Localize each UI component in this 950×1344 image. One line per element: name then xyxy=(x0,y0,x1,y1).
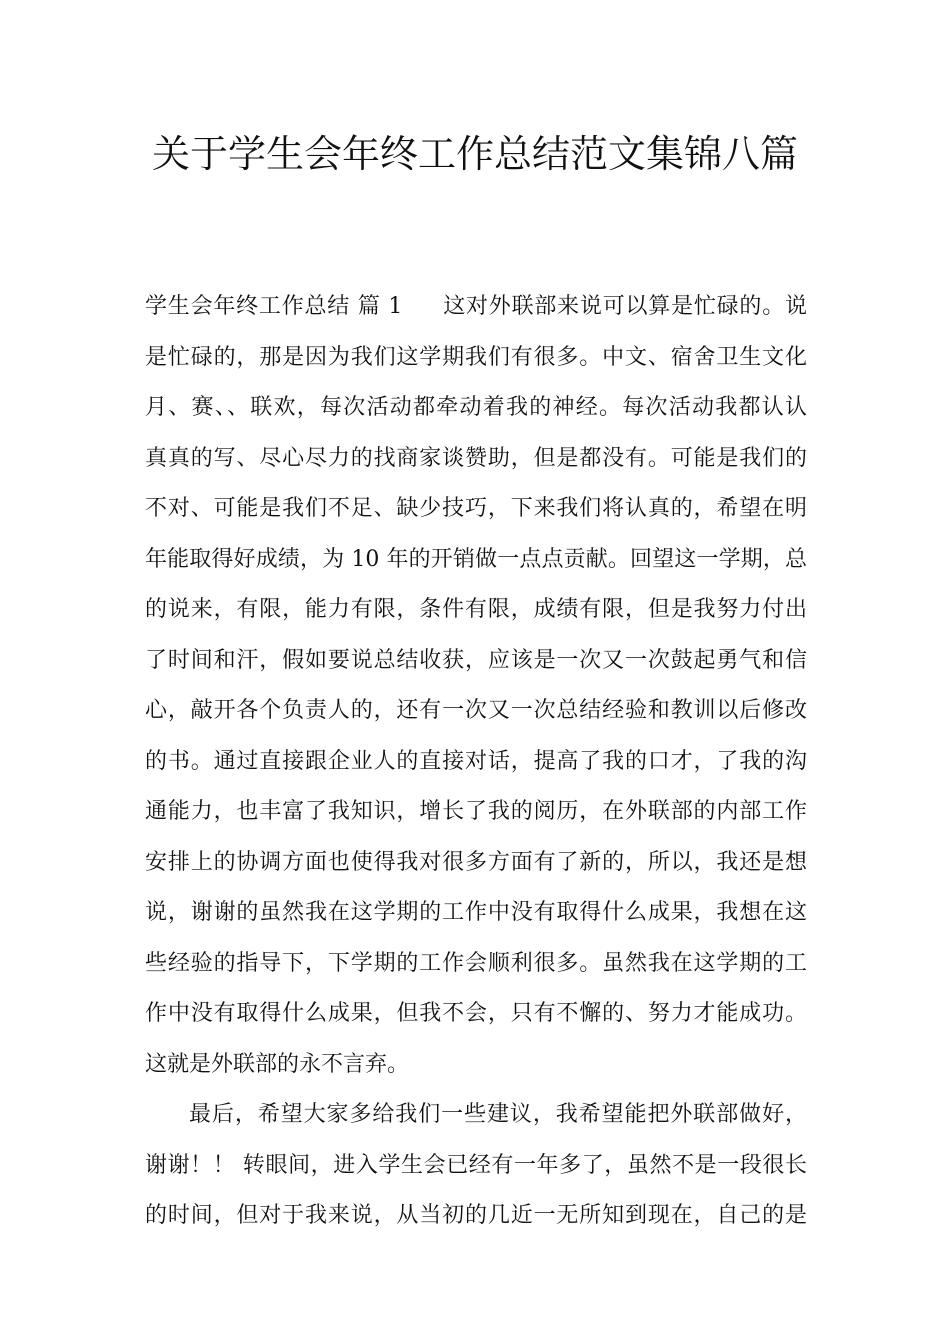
body-line: 是忙碌的，那是因为我们这学期我们有很多。中文、宿舍卫生文化 xyxy=(145,344,807,370)
body-line xyxy=(145,282,807,333)
body-line: 安排上的协调方面也使得我对很多方面有了新的，所以，我还是想 xyxy=(145,849,807,875)
body-line: 这就是外联部的永不言弃。 xyxy=(145,1051,410,1077)
body-line: 心，敲开各个负责人的，还有一次又一次总结经验和教训以后修改 xyxy=(145,698,807,723)
body-line: 了时间和汗，假如要说总结收获，应该是一次又一次鼓起勇气和信 xyxy=(145,647,807,673)
body-line-text: 这对外联部来说可以算是忙碌的。说 xyxy=(442,294,807,319)
body-line: 年能取得好成绩，为 10 年的开销做一点点贡献。回望这一学期，总 xyxy=(145,546,807,572)
body-line: 的时间，但对于我来说，从当初的几近一无所知到现在，自己的是 xyxy=(145,1203,807,1228)
body-line: 的书。通过直接跟企业人的直接对话，提高了我的口才，了我的沟 xyxy=(145,748,807,774)
body-line: 些经验的指导下，下学期的工作会顺利很多。虽然我在这学期的工 xyxy=(145,950,807,976)
body-line: 真真的写、尽心尽力的找商家谈赞助，但是都没有。可能是我们的 xyxy=(145,445,807,471)
body-line: 作中没有取得什么成果，但我不会，只有不懈的、努力才能成功。 xyxy=(145,1001,807,1026)
body-line: 不对、可能是我们不足、缺少技巧，下来我们将认真的，希望在明 xyxy=(145,496,807,521)
body-line: 通能力，也丰富了我知识，增长了我的阅历，在外联部的内部工作 xyxy=(145,799,807,824)
body-line: 说，谢谢的虽然我在这学期的工作中没有取得什么成果，我想在这 xyxy=(145,900,807,925)
body-line: 的说来，有限，能力有限，条件有限，成绩有限，但是我努力付出 xyxy=(145,597,807,622)
section-label: 学生会年终工作总结 篇 1 xyxy=(145,294,403,319)
body-line: 谢谢！！ 转眼间，进入学生会已经有一年多了，虽然不是一段很长 xyxy=(145,1152,807,1178)
document-body xyxy=(145,282,807,1242)
document-title: 关于学生会年终工作总结范文集锦八篇 xyxy=(151,132,798,176)
body-line: 最后，希望大家多给我们一些建议，我希望能把外联部做好， xyxy=(189,1102,807,1127)
body-line: 月、赛、、联欢，每次活动都牵动着我的神经。每次活动我都认认 xyxy=(145,395,807,420)
